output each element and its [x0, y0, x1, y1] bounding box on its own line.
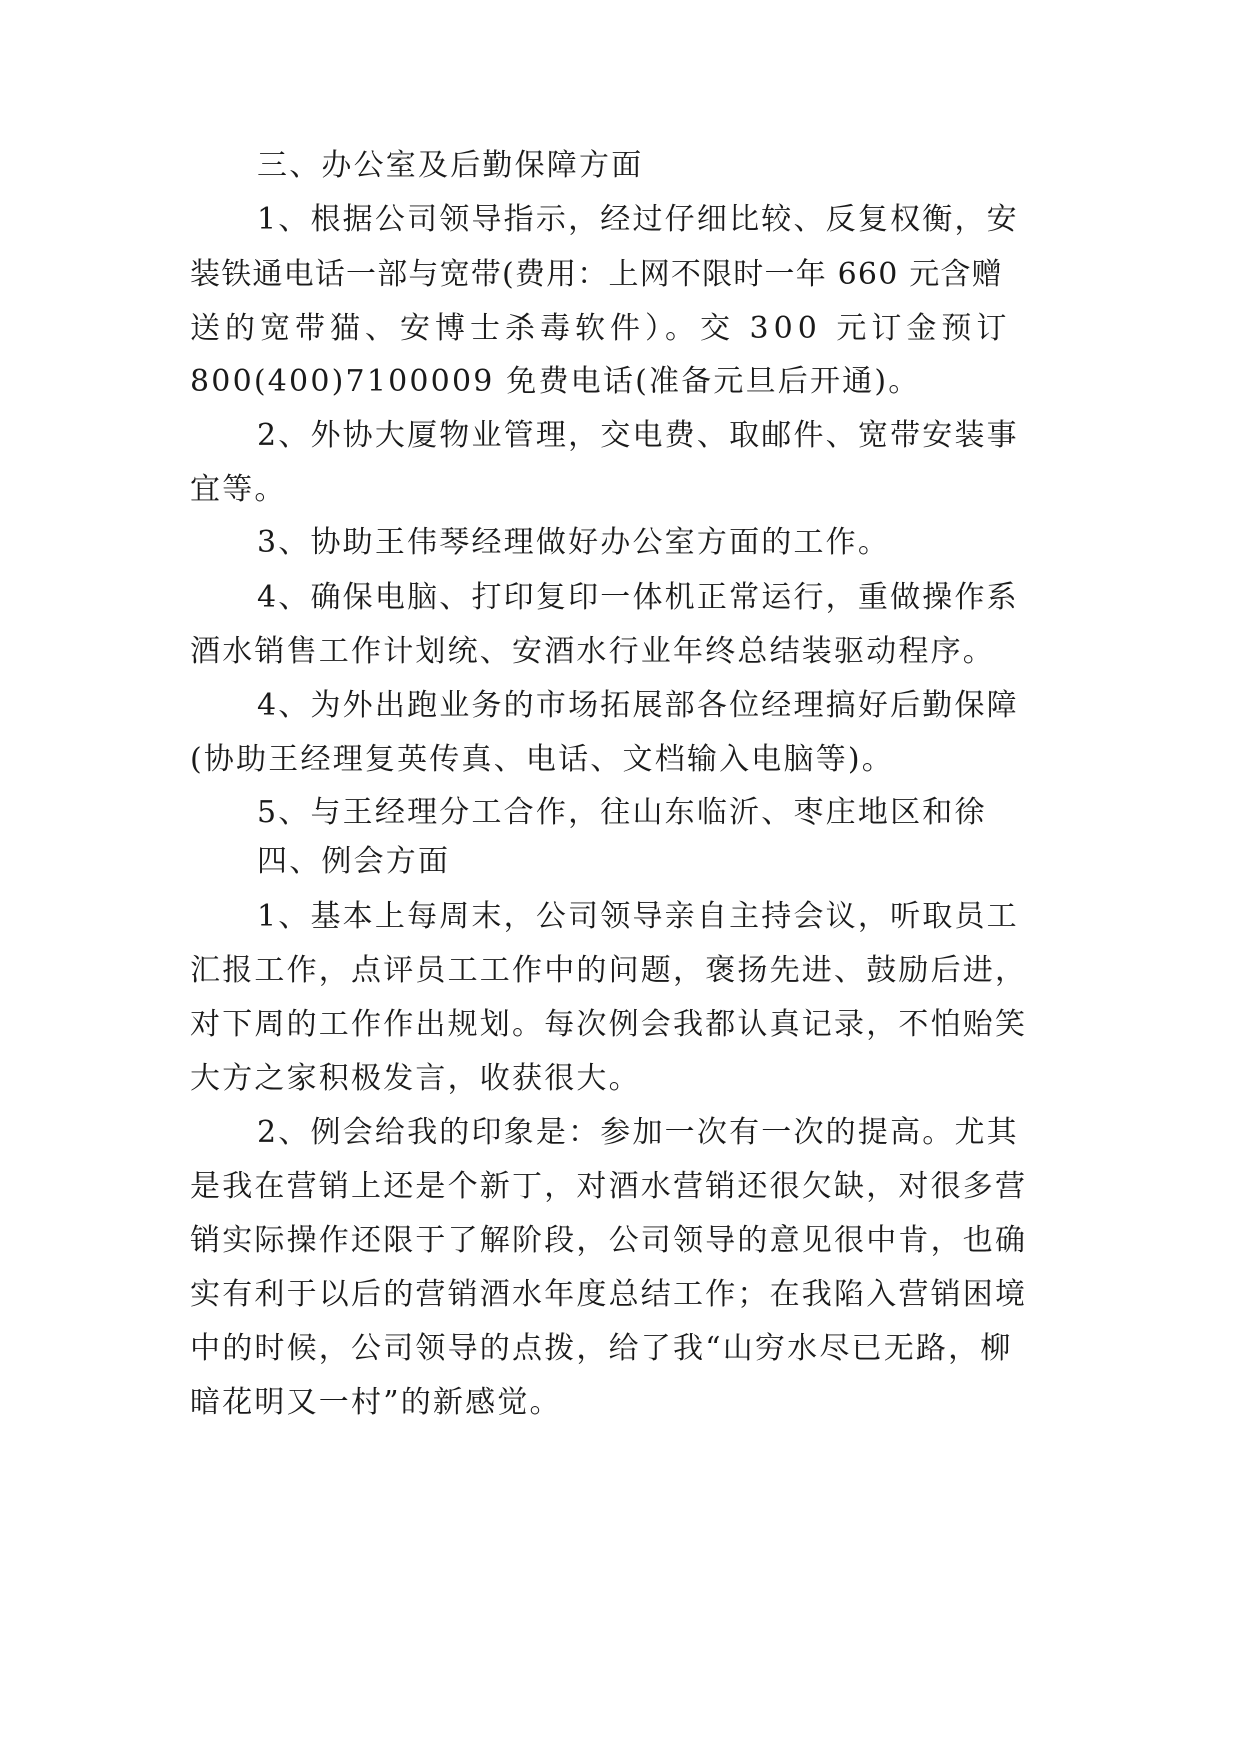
paragraph-8-line-5: 中的时候，公司领导的点拨，给了我“山穷水尽已无路，柳	[190, 1331, 1013, 1366]
paragraph-8-line-2: 是我在营销上还是个新丁，对酒水营销还很欠缺，对很多营	[190, 1169, 1028, 1204]
paragraph-8-line-4: 实有利于以后的营销酒水年度总结工作；在我陷入营销困境	[190, 1277, 1028, 1312]
paragraph-7-line-1: 1、基本上每周末，公司领导亲自主持会议，听取员工	[257, 899, 1019, 934]
paragraph-5-line-2: (协助王经理复英传真、电话、文档输入电脑等)。	[190, 742, 895, 777]
paragraph-2-line-1: 2、外协大厦物业管理，交电费、取邮件、宽带安装事	[257, 418, 1019, 453]
paragraph-8-line-6: 暗花明又一村”的新感觉。	[190, 1385, 562, 1420]
paragraph-4-line-2: 酒水销售工作计划统、安酒水行业年终总结装驱动程序。	[190, 634, 995, 669]
paragraph-4-line-1: 4、确保电脑、打印复印一体机正常运行，重做操作系	[257, 580, 1019, 615]
paragraph-7-line-2: 汇报工作，点评员工工作中的问题，褒扬先进、鼓励后进，	[190, 953, 1028, 988]
section-heading-office-logistics: 三、办公室及后勤保障方面	[257, 148, 644, 183]
paragraph-7-line-3: 对下周的工作作出规划。每次例会我都认真记录，不怕贻笑	[190, 1007, 1028, 1042]
paragraph-1-line-2: 装铁通电话一部与宽带(费用：上网不限时一年 660 元含赠	[190, 257, 1003, 292]
paragraph-1-line-1: 1、根据公司领导指示，经过仔细比较、反复权衡，安	[257, 202, 1019, 237]
paragraph-1-line-3: 送的宽带猫、安博士杀毒软件）。交 300 元订金预订	[190, 311, 1012, 346]
paragraph-5-line-1: 4、为外出跑业务的市场拓展部各位经理搞好后勤保障	[257, 688, 1019, 723]
paragraph-7-line-4: 大方之家积极发言，收获很大。	[190, 1061, 641, 1096]
paragraph-6-line-1: 5、与王经理分工合作，往山东临沂、枣庄地区和徐	[257, 795, 987, 830]
paragraph-1-line-4: 800(400)7100009 免费电话(准备元旦后开通)。	[190, 364, 921, 399]
paragraph-2-line-2: 宜等。	[190, 472, 287, 507]
section-heading-meetings: 四、例会方面	[257, 844, 451, 879]
paragraph-8-line-3: 销实际操作还限于了解阶段，公司领导的意见很中肯，也确	[190, 1223, 1028, 1258]
paragraph-3-line-1: 3、协助王伟琴经理做好办公室方面的工作。	[257, 525, 891, 560]
paragraph-8-line-1: 2、例会给我的印象是：参加一次有一次的提高。尤其	[257, 1115, 1019, 1150]
